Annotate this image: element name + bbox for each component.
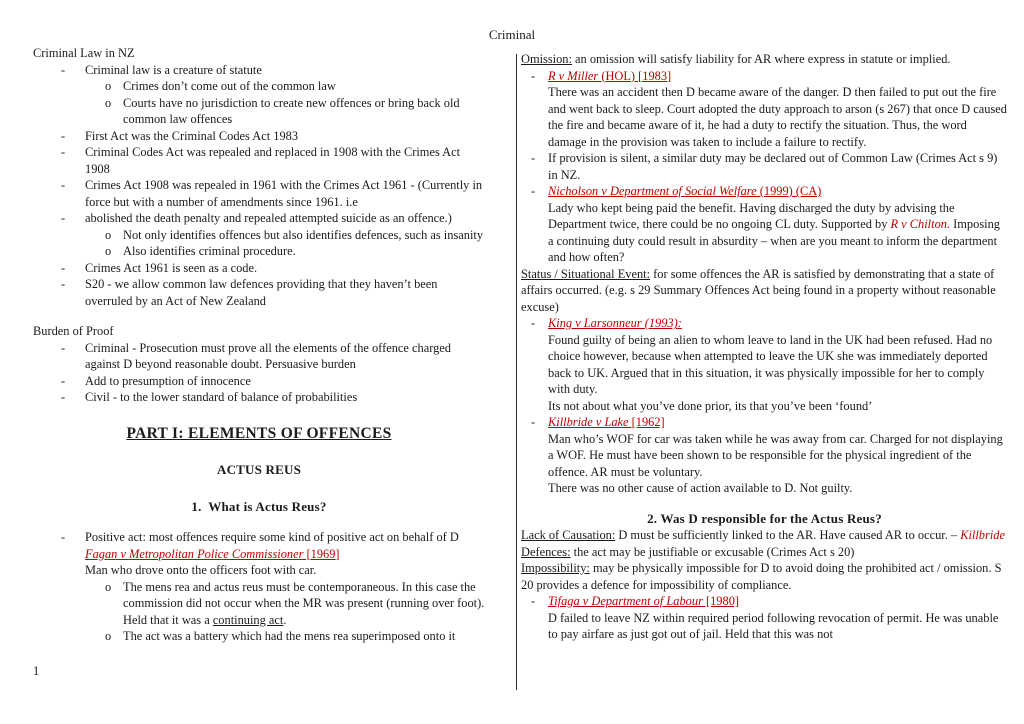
bullet-item (521, 68, 1008, 85)
text-segment: Defences: (521, 544, 571, 559)
dash-bullet-marker: - (531, 184, 536, 198)
text-segment: Lack of Causation: (521, 528, 616, 542)
dash-bullet-marker: - (61, 145, 66, 159)
dash-bullet-marker: - (61, 178, 66, 192)
section-heading (33, 462, 485, 479)
right-column (521, 51, 1008, 643)
bullet-item (33, 373, 485, 390)
bullet-item (33, 340, 485, 373)
text-segment: If provision is silent, a similar duty may be declared out of Common Law (Crimes Act s 9) in NZ. (548, 151, 998, 182)
bullet-item (33, 128, 485, 145)
bullet-item (521, 414, 1008, 431)
text-segment: . (283, 612, 287, 627)
bullet-item (33, 210, 485, 227)
dash-bullet-marker: - (531, 151, 536, 165)
text-segment: Omission: (521, 52, 572, 66)
bullet-item (521, 183, 1008, 200)
sub-bullet-item (33, 243, 485, 260)
dash-bullet-marker: - (61, 390, 66, 404)
case-citation: Fagan v Metropolitan Police Commissioner (85, 546, 304, 561)
text-segment: The act was a battery which had the mens rea superimposed onto it (123, 629, 456, 643)
sub-bullet-item (33, 78, 485, 95)
dash-bullet-marker: - (61, 373, 66, 388)
part-heading (33, 426, 485, 443)
bullet-item (33, 144, 485, 177)
dash-bullet-marker: - (531, 68, 536, 83)
dash-bullet-marker: - (61, 62, 66, 77)
text-segment: 1. What is Actus Reus? (191, 498, 327, 514)
text-segment: There was no other cause of action available to D. Not guilty. (548, 481, 853, 495)
body-text-line (521, 480, 1008, 497)
text-line (521, 266, 1008, 316)
bullet-item (33, 177, 485, 210)
bullet-item (33, 389, 485, 406)
case-citation: [1962] (628, 415, 665, 429)
text-line (521, 527, 1008, 544)
text-segment: PART I: ELEMENTS OF OFFENCES (126, 424, 392, 442)
document-header-title: Criminal (488, 27, 536, 42)
text-segment: There was an accident then D became aware of the danger. D then failed to put out the fire and went back to sleep. Court adopted the duty approach to arson (s 267) that once D caused the fire and became aware of it, he had a duty to rectify the situation. Thus, the word damage in the provision was taken to include a failure to rectify. (548, 85, 1008, 149)
dash-bullet-marker: - (531, 594, 536, 608)
text-segment: The mens rea and actus reus must be contemporaneous. In this case the commission did not occur when the MR was present (running over foot). Held that it was a (123, 579, 485, 627)
text-segment: Found guilty of being an alien to whom leave to land in the UK had been refused. Had no choice however, because when attempted to leave the UK she was immediately deported back to UK. Argued that in this situation, it was physically impossible for her to comply with duty. (548, 332, 993, 396)
dash-bullet-marker: - (61, 530, 66, 544)
section-heading (521, 511, 1008, 528)
text-segment: Crimes Act 1908 was repealed in 1961 with the Crimes Act 1961 - (Currently in force but with a number of amendments since 1961. i.e (85, 178, 483, 209)
text-segment: Imposing a continuing duty could result in absurdity – when are you meant to inform the department and how often? (548, 217, 1000, 264)
dash-bullet-marker: - (61, 340, 66, 355)
dash-bullet-marker: - (61, 211, 66, 225)
text-segment: Courts have no jurisdiction to create new offences or bring back old common law offences (123, 95, 460, 126)
bullet-item (33, 276, 485, 309)
circle-bullet-marker: o (105, 227, 112, 242)
text-line (33, 323, 485, 340)
body-text-line (521, 200, 1008, 266)
case-reference: R v Chilton. (890, 217, 951, 231)
body-text-line (521, 610, 1008, 643)
case-citation: Nicholson v Department of Social Welfare (548, 184, 757, 198)
text-segment: First Act was the Criminal Codes Act 1983 (85, 128, 299, 143)
sub-bullet-item (33, 227, 485, 244)
text-segment: 2. Was D responsible for the Actus Reus? (647, 510, 882, 526)
text-segment: Positive act: most offences require some kind of positive act on behalf of D (85, 530, 459, 544)
text-segment: Criminal Law in NZ (33, 46, 135, 60)
case-citation: King v Larsonneur (1993): (548, 316, 682, 330)
dash-bullet-marker: - (61, 277, 66, 291)
text-line (521, 544, 1008, 561)
case-citation: Tifaga v Department of Labour (548, 594, 703, 608)
case-citation: (HOL) [1983] (598, 68, 672, 83)
section-heading (33, 499, 485, 516)
text-segment: Also identifies criminal procedure. (123, 244, 296, 258)
text-line (521, 51, 1008, 68)
bullet-item (33, 260, 485, 277)
body-text-line (521, 332, 1008, 398)
text-segment: Man who’s WOF for car was taken while he was away from car. Charged for not displaying a WOF. He must have been shown to be responsible for the physical ingredient of the offence. AR must be voluntary. (548, 431, 1003, 479)
text-segment: the act may be justifiable or excusable (Crimes Act s 20) (570, 544, 855, 559)
dash-bullet-marker: - (61, 128, 66, 143)
circle-bullet-marker: o (105, 79, 112, 93)
body-text-line (33, 562, 485, 579)
text-segment: Man who drove onto the officers foot with car. (85, 563, 317, 577)
body-text-line (521, 84, 1008, 150)
text-segment: D failed to leave NZ within required period following revocation of permit. He was unable to pay airfare as just got out of jail. Held that this was not (548, 610, 999, 641)
text-segment: Criminal - Prosecution must prove all the elements of the offence charged against D beyond reasonable doubt. Persuasive burden (85, 340, 451, 371)
bullet-item (33, 529, 485, 546)
case-citation: (1999) (CA) (756, 184, 822, 198)
text-segment: Lady who kept being paid the benefit. Having discharged the duty by advising the Department twice, there could be no ongoing CL duty. Supported by (548, 200, 955, 231)
text-segment: Civil - to the lower standard of balance of probabilities (85, 390, 358, 404)
case-citation: [1980] (702, 594, 740, 608)
text-segment: Not only identifies offences but also identifies defences, such as insanity (123, 227, 484, 242)
bullet-item (33, 62, 485, 79)
bullet-item (521, 150, 1008, 183)
dash-bullet-marker: - (531, 415, 536, 429)
sub-bullet-item (33, 628, 485, 645)
case-reference: Killbride (960, 528, 1005, 542)
text-segment: Criminal law is a creature of statute (85, 62, 262, 77)
text-segment: S20 - we allow common law defences providing that they haven’t been overruled by an Act of New Zealand (85, 277, 438, 308)
text-segment: D must be sufficiently linked to the AR. Have caused AR to occur. – (615, 528, 961, 542)
dash-bullet-marker: - (61, 260, 66, 275)
text-segment: Add to presumption of innocence (85, 373, 251, 388)
dash-bullet-marker: - (531, 316, 536, 330)
text-segment: Status / Situational Event: (521, 266, 651, 281)
text-segment: Burden of Proof (33, 324, 114, 338)
text-segment: Its not about what you’ve done prior, its that you’ve been ‘found’ (548, 398, 873, 413)
text-segment: for some offences the AR is satisfied by demonstrating that a state of affairs occurred. (e.g. s 29 Summary Offences Act being found in a property without reasonable excuse) (521, 266, 996, 314)
circle-bullet-marker: o (105, 95, 112, 110)
text-segment: an omission will satisfy liability for AR where express in statute or implied. (571, 52, 951, 66)
circle-bullet-marker: o (105, 579, 112, 594)
text-segment: Crimes Act 1961 is seen as a code. (85, 260, 258, 275)
circle-bullet-marker: o (105, 244, 112, 258)
case-citation: [1969] (303, 546, 340, 561)
text-segment: Impossibility: (521, 561, 590, 575)
text-segment: ACTUS REUS (217, 462, 301, 477)
bullet-item (521, 593, 1008, 610)
sub-bullet-item (33, 95, 485, 128)
text-line (33, 45, 485, 62)
column-divider (516, 54, 517, 690)
circle-bullet-marker: o (105, 629, 112, 643)
text-line (521, 560, 1008, 593)
text-segment: continuing act (212, 612, 284, 627)
text-segment: Criminal Codes Act was repealed and replaced in 1908 with the Crimes Act 1908 (85, 145, 461, 176)
body-text-line (33, 546, 485, 563)
case-citation: Killbride v Lake (548, 415, 629, 429)
bullet-item (521, 315, 1008, 332)
text-segment: may be physically impossible for D to avoid doing the prohibited act / omission. S 20 provides a defence for impossibility of compliance. (521, 561, 1002, 592)
text-segment: Crimes don’t come out of the common law (123, 79, 336, 93)
case-citation: R v Miller (548, 68, 599, 83)
left-column (33, 45, 485, 645)
sub-bullet-item (33, 579, 485, 629)
page-number: 1 (33, 664, 40, 678)
body-text-line (521, 398, 1008, 415)
text-segment: abolished the death penalty and repealed attempted suicide as an offence.) (85, 211, 452, 225)
body-text-line (521, 431, 1008, 481)
